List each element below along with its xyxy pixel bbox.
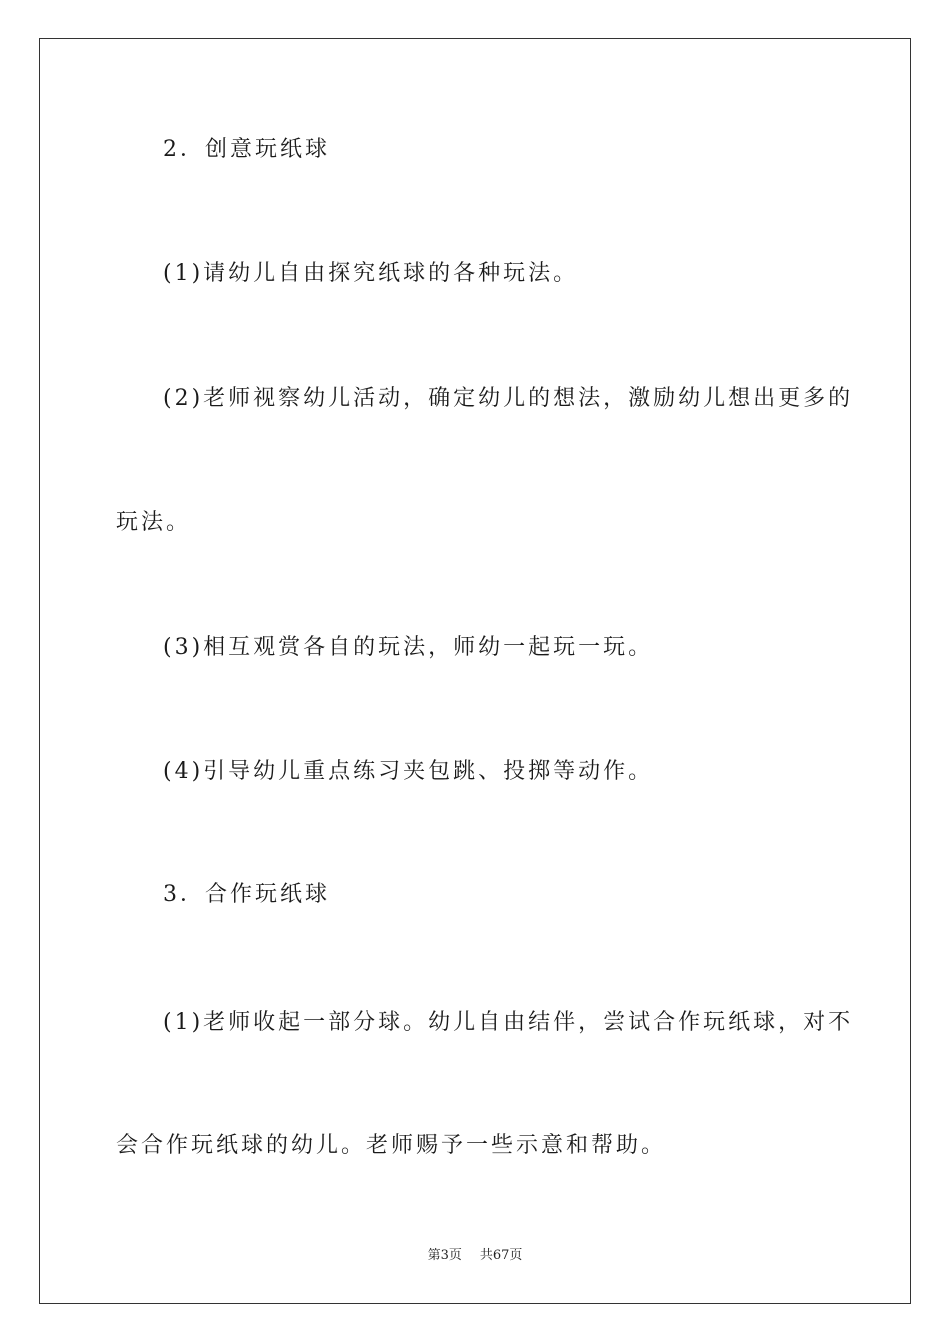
- page-border: [39, 38, 911, 1304]
- paragraph-line: (4)引导幼儿重点练习夹包跳、投掷等动作。: [163, 759, 654, 784]
- page-footer: [0, 1247, 950, 1265]
- section-heading-3: 3．合作玩纸球: [163, 882, 330, 907]
- paragraph-line: (3)相互观赏各自的玩法，师幼一起玩一玩。: [163, 635, 654, 660]
- page-number: 第3页: [427, 1248, 462, 1263]
- paragraph-line: (1)请幼儿自由探究纸球的各种玩法。: [163, 261, 579, 286]
- paragraph-line: 玩法。: [116, 510, 192, 535]
- paragraph-line: (2)老师视察幼儿活动，确定幼儿的想法，激励幼儿想出更多的: [163, 386, 854, 411]
- section-heading-2: 2．创意玩纸球: [163, 137, 330, 162]
- paragraph-line: (1)老师收起一部分球。幼儿自由结伴，尝试合作玩纸球，对不: [163, 1010, 854, 1035]
- page-total: 共67页: [479, 1248, 523, 1263]
- paragraph-line: 会合作玩纸球的幼儿。老师赐予一些示意和帮助。: [116, 1133, 667, 1158]
